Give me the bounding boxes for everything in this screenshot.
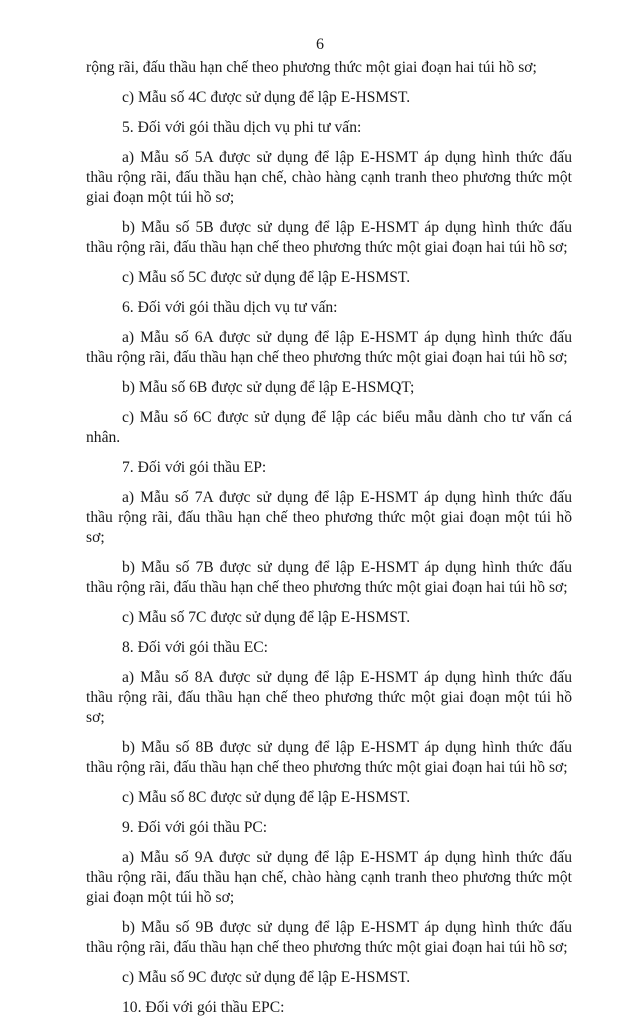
- paragraph: a) Mẫu số 8A được sử dụng để lập E-HSMT áp dụng hình thức đấu thầu rộng rãi, đấu thầu hạn chế theo phương thức một giai đoạn một túi hồ sơ;: [86, 669, 572, 726]
- paragraph: c) Mẫu số 5C được sử dụng để lập E-HSMST.: [122, 269, 411, 286]
- paragraph: 6. Đối với gói thầu dịch vụ tư vấn:: [122, 299, 338, 316]
- paragraph: 10. Đối với gói thầu EPC:: [122, 999, 285, 1016]
- page-number: 6: [316, 36, 324, 53]
- paragraph: 5. Đối với gói thầu dịch vụ phi tư vấn:: [122, 119, 362, 136]
- paragraph: b) Mẫu số 5B được sử dụng để lập E-HSMT áp dụng hình thức đấu thầu rộng rãi, đấu thầu hạn chế theo phương thức một giai đoạn hai túi hồ sơ;: [86, 219, 572, 256]
- paragraph: b) Mẫu số 6B được sử dụng để lập E-HSMQT;: [122, 379, 415, 396]
- paragraph: c) Mẫu số 7C được sử dụng để lập E-HSMST.: [122, 609, 411, 626]
- paragraph: 7. Đối với gói thầu EP:: [122, 459, 267, 476]
- paragraph: c) Mẫu số 8C được sử dụng để lập E-HSMST.: [122, 789, 411, 806]
- paragraph: b) Mẫu số 9B được sử dụng để lập E-HSMT áp dụng hình thức đấu thầu rộng rãi, đấu thầu hạn chế theo phương thức một giai đoạn hai túi hồ sơ;: [86, 919, 572, 956]
- paragraph: a) Mẫu số 5A được sử dụng để lập E-HSMT áp dụng hình thức đấu thầu rộng rãi, đấu thầu hạn chế, chào hàng cạnh tranh theo phương thức một giai đoạn một túi hồ sơ;: [86, 149, 572, 206]
- paragraph: a) Mẫu số 9A được sử dụng để lập E-HSMT áp dụng hình thức đấu thầu rộng rãi, đấu thầu hạn chế, chào hàng cạnh tranh theo phương thức một giai đoạn một túi hồ sơ;: [86, 849, 572, 906]
- paragraph: b) Mẫu số 8B được sử dụng để lập E-HSMT áp dụng hình thức đấu thầu rộng rãi, đấu thầu hạn chế theo phương thức một giai đoạn hai túi hồ sơ;: [86, 739, 572, 776]
- paragraph: c) Mẫu số 9C được sử dụng để lập E-HSMST.: [122, 969, 411, 986]
- paragraph: a) Mẫu số 6A được sử dụng để lập E-HSMT áp dụng hình thức đấu thầu rộng rãi, đấu thầu hạn chế theo phương thức một giai đoạn hai túi hồ sơ;: [86, 329, 572, 366]
- paragraph: a) Mẫu số 7A được sử dụng để lập E-HSMT áp dụng hình thức đấu thầu rộng rãi, đấu thầu hạn chế theo phương thức một giai đoạn một túi hồ sơ;: [86, 489, 572, 546]
- paragraph: b) Mẫu số 7B được sử dụng để lập E-HSMT áp dụng hình thức đấu thầu rộng rãi, đấu thầu hạn chế theo phương thức một giai đoạn hai túi hồ sơ;: [86, 559, 572, 596]
- paragraph: 9. Đối với gói thầu PC:: [122, 819, 268, 836]
- paragraph: c) Mẫu số 6C được sử dụng để lập các biểu mẫu dành cho tư vấn cá nhân.: [86, 409, 572, 446]
- paragraph: 8. Đối với gói thầu EC:: [122, 639, 268, 656]
- paragraph: c) Mẫu số 4C được sử dụng để lập E-HSMST.: [122, 89, 411, 106]
- paragraph: rộng rãi, đấu thầu hạn chế theo phương thức một giai đoạn hai túi hồ sơ;: [86, 59, 537, 76]
- document-body: [86, 58, 572, 1028]
